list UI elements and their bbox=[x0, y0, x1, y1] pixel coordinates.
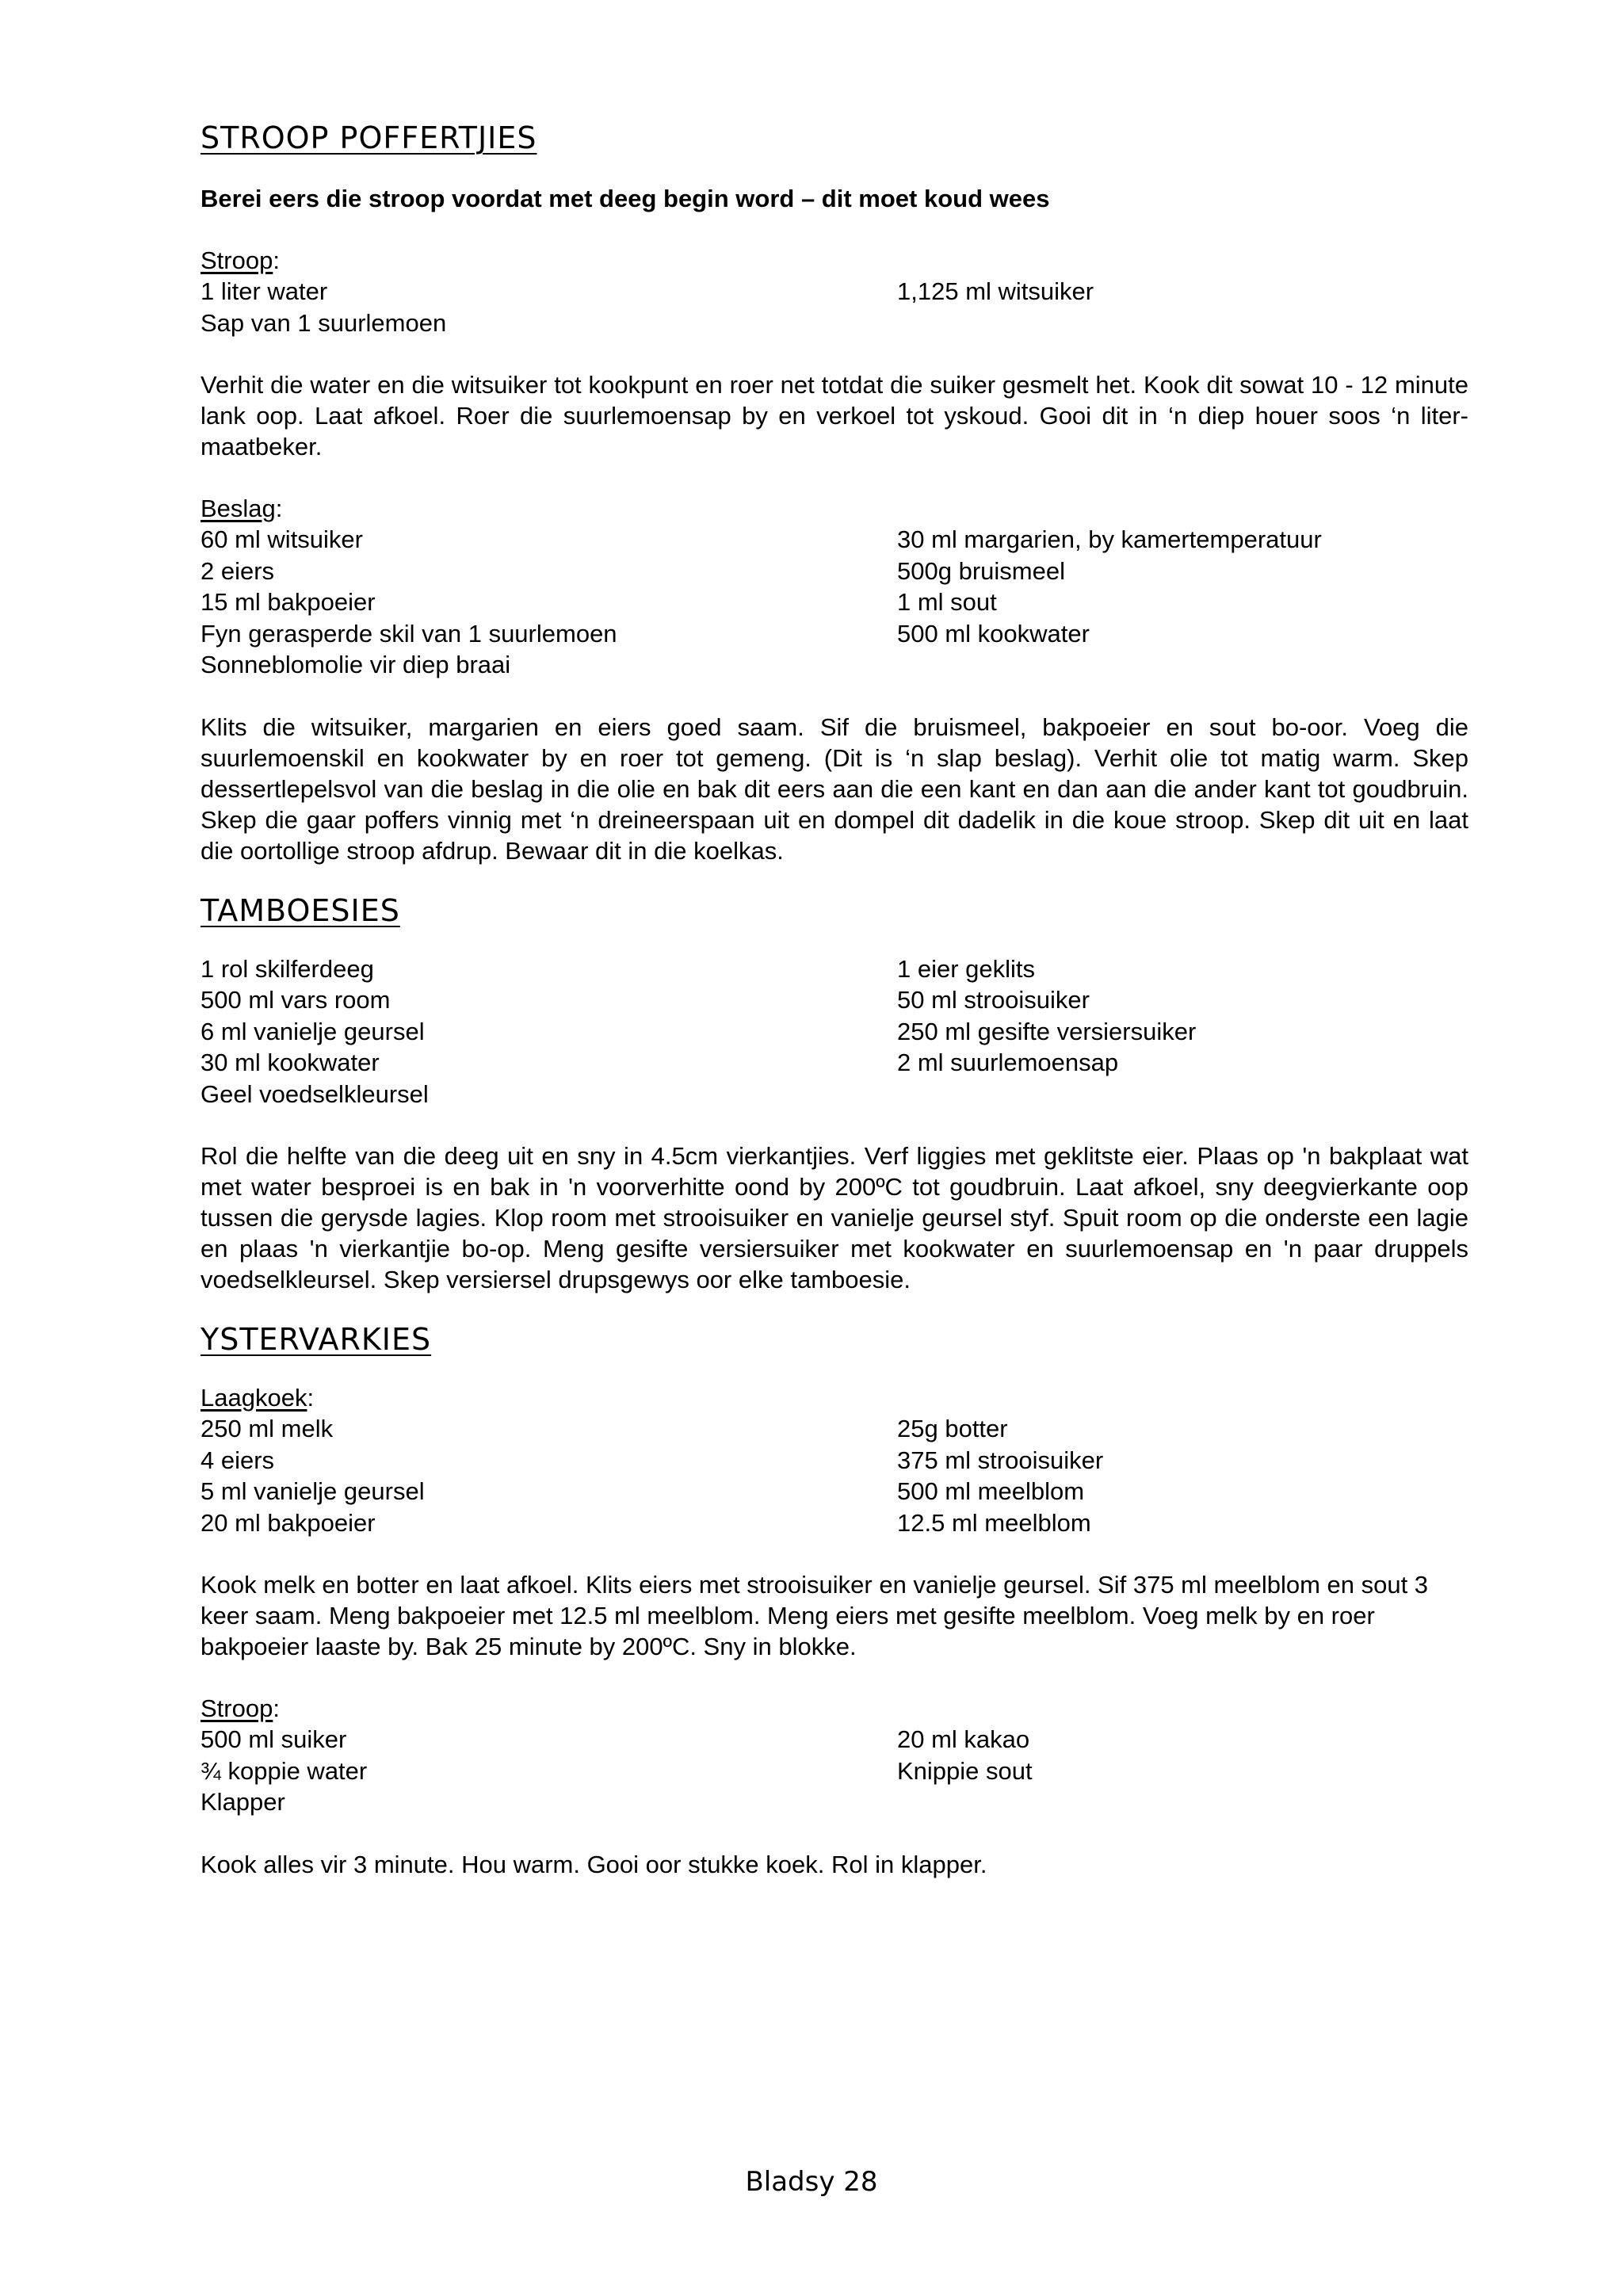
method-paragraph: Verhit die water en die witsuiker tot kookpunt en roer net totdat die suiker gesmelt het. Kook dit sowat 10 - 12 minute lank oop. Laat afkoel. Roer die suurlemoensap by en verkoel tot yskoud. Gooi dit in ‘n diep houer soos ‘n liter-maatbeker. bbox=[200, 371, 1468, 460]
ingredient-column-left bbox=[200, 276, 897, 338]
ingredient: 1 eier geklits bbox=[897, 954, 1036, 983]
ingredient-column-right bbox=[897, 1724, 1468, 1818]
section-label-text: Beslag bbox=[200, 495, 276, 522]
ingredient: 60 ml witsuiker bbox=[200, 525, 363, 553]
ingredient: 1,125 ml witsuiker bbox=[897, 277, 1094, 305]
ingredient-column-right bbox=[897, 524, 1468, 681]
ingredient-list bbox=[200, 276, 1468, 338]
recipe-ystervarkies bbox=[200, 1320, 1468, 1880]
ingredient: 500 ml suiker bbox=[200, 1725, 347, 1753]
ingredient-list bbox=[200, 953, 1468, 1110]
ingredient: 12.5 ml meelblom bbox=[897, 1508, 1091, 1537]
ingredient: ¾ koppie water bbox=[200, 1756, 368, 1785]
section-label-text: Stroop bbox=[200, 1694, 273, 1722]
ingredient: 1 ml sout bbox=[897, 588, 997, 616]
ingredient-column-right bbox=[897, 953, 1468, 1110]
ingredient: 500 ml meelblom bbox=[897, 1477, 1085, 1505]
method-paragraph: Kook melk en botter en laat afkoel. Klits eiers met strooisuiker en vanielje geursel. Sif 375 ml meelblom en sout 3 keer saam. Meng bakpoeier met 12.5 ml meelblom. Meng eiers met gesifte meelblom. Voeg melk by en roer bakpoeier laaste by. Bak 25 minute by 200ºC. Sny in blokke. bbox=[200, 1571, 1429, 1660]
ingredient-column-left bbox=[200, 1413, 897, 1538]
ingredient: 50 ml strooisuiker bbox=[897, 986, 1090, 1014]
section-label-stroop: Stroop: bbox=[200, 1694, 280, 1722]
ingredient: Sap van 1 suurlemoen bbox=[200, 308, 447, 337]
recipe-tamboesies bbox=[200, 892, 1468, 1296]
method-paragraph: Klits die witsuiker, margarien en eiers goed saam. Sif die bruismeel, bakpoeier en sout bo-oor. Voeg die suurlemoenskil en kookwater by en roer tot gemeng. (Dit is ‘n slap beslag). Verhit olie tot matig warm. Skep dessertlepelsvol van die beslag in die olie en bak dit eers aan die een kant en dan aan die ander kant tot goudbruin. Skep die gaar poffers vinnig met ‘n dreineerspaan uit en dompel dit dadelik in die koue stroop. Skep dit uit en laat die oortollige stroop afdrup. Bewaar dit in die koelkas. bbox=[200, 712, 1468, 865]
section-label-beslag: Beslag: bbox=[200, 495, 283, 522]
ingredient-column-right bbox=[897, 1413, 1468, 1538]
ingredient-list bbox=[200, 1413, 1468, 1538]
method-paragraph: Kook alles vir 3 minute. Hou warm. Gooi oor stukke koek. Rol in klapper. bbox=[200, 1850, 987, 1878]
page-number: Bladsy 28 bbox=[745, 2166, 878, 2198]
ingredient: 30 ml margarien, by kamertemperatuur bbox=[897, 525, 1322, 553]
ingredient: 1 rol skilferdeeg bbox=[200, 954, 374, 983]
section-label-text: Laagkoek bbox=[200, 1384, 307, 1412]
ingredient: Fyn gerasperde skil van 1 suurlemoen bbox=[200, 619, 617, 648]
ingredient: 4 eiers bbox=[200, 1446, 275, 1474]
ingredient: 375 ml strooisuiker bbox=[897, 1446, 1104, 1474]
ingredient-column-left bbox=[200, 1724, 897, 1818]
ingredient-column-right bbox=[897, 276, 1468, 338]
section-label-laagkoek: Laagkoek: bbox=[200, 1384, 315, 1412]
section-label-text: Stroop bbox=[200, 246, 273, 274]
method-paragraph: Rol die helfte van die deeg uit en sny in 4.5cm vierkantjies. Verf liggies met geklitste eier. Plaas op 'n bakplaat wat met water besproei is en bak in 'n voorverhitte oond by 200ºC tot goudbruin. Laat afkoel, sny deegvierkante oop tussen die gerysde lagies. Klop room met strooisuiker en vanielje geursel styf. Spuit room op die onderste een lagie en plaas 'n vierkantjie bo-op. Meng gesifte versiersuiker met kookwater en suurlemoensap en 'n paar druppels voedselkleursel. Skep versiersel drupsgewys oor elke tamboesie. bbox=[200, 1142, 1468, 1293]
ingredient-list bbox=[200, 1724, 1468, 1818]
ingredient: 250 ml gesifte versiersuiker bbox=[897, 1017, 1197, 1045]
recipe-page bbox=[200, 119, 1468, 1880]
recipe-title: TAMBOESIES bbox=[200, 892, 400, 928]
ingredient: 500 ml vars room bbox=[200, 986, 391, 1014]
ingredient: 2 eiers bbox=[200, 556, 275, 585]
ingredient: 2 ml suurlemoensap bbox=[897, 1049, 1119, 1076]
ingredient: Geel voedselkleursel bbox=[200, 1079, 429, 1108]
ingredient: 5 ml vanielje geursel bbox=[200, 1477, 425, 1505]
ingredient: 30 ml kookwater bbox=[200, 1049, 380, 1076]
ingredient: 6 ml vanielje geursel bbox=[200, 1017, 425, 1045]
recipe-title: YSTERVARKIES bbox=[200, 1322, 432, 1357]
ingredient: 15 ml bakpoeier bbox=[200, 588, 376, 616]
recipe-stroop-poffertjies bbox=[200, 119, 1468, 866]
ingredient: Klapper bbox=[200, 1788, 285, 1816]
ingredient-list bbox=[200, 524, 1468, 681]
recipe-title: STROOP POFFERTJIES bbox=[200, 120, 537, 155]
section-label-stroop: Stroop: bbox=[200, 246, 280, 274]
ingredient: Sonneblomolie vir diep braai bbox=[200, 651, 511, 678]
ingredient-column-left bbox=[200, 953, 897, 1110]
ingredient-column-left bbox=[200, 524, 897, 681]
ingredient: 20 ml kakao bbox=[897, 1725, 1030, 1753]
ingredient: 25g botter bbox=[897, 1415, 1008, 1442]
ingredient: 20 ml bakpoeier bbox=[200, 1508, 376, 1537]
ingredient: Knippie sout bbox=[897, 1756, 1033, 1785]
ingredient: 250 ml melk bbox=[200, 1415, 334, 1442]
recipe-note: Berei eers die stroop voordat met deeg begin word – dit moet koud wees bbox=[200, 185, 1050, 212]
ingredient: 500g bruismeel bbox=[897, 556, 1065, 585]
ingredient: 1 liter water bbox=[200, 277, 328, 305]
ingredient: 500 ml kookwater bbox=[897, 619, 1090, 648]
